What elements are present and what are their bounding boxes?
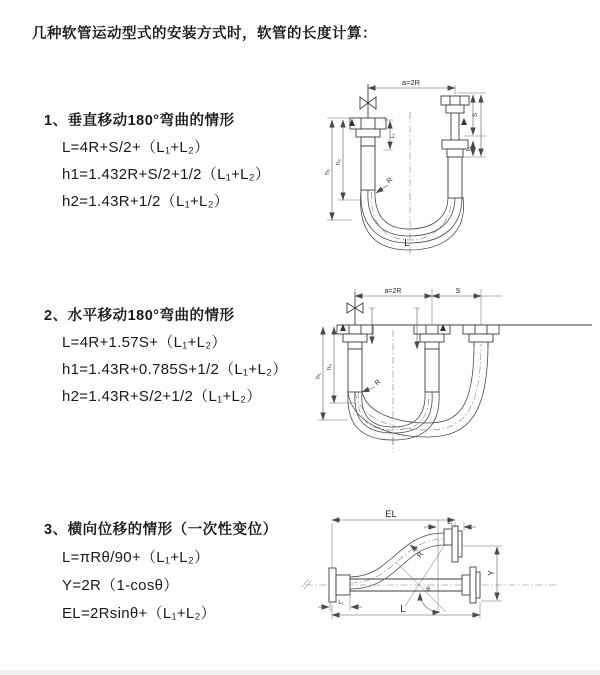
scan-edge	[0, 670, 600, 675]
radius-callout	[376, 177, 394, 193]
page-title: 几种软管运动型式的安装方式时，软管的长度计算：	[32, 26, 377, 42]
length-label: L	[400, 604, 406, 615]
construction-lines	[396, 520, 453, 612]
dim-label-stroke: S	[455, 288, 461, 295]
section2-heading: 2、水平移动180°弯曲的情形	[44, 308, 235, 324]
left-hose-fitting	[350, 118, 386, 190]
radius-callout	[362, 379, 382, 392]
radius-label: R	[385, 176, 395, 186]
dim-label-stroke: S	[472, 112, 479, 118]
valve-icon	[360, 84, 376, 118]
formula-line: h1=1.43R+0.785S+1/2（L₁+L₂）	[62, 361, 288, 378]
dim-label-h2: h₂	[326, 363, 333, 371]
section1-heading: 1、垂直移动180°弯曲的情形	[44, 113, 235, 129]
left-flange	[329, 568, 350, 602]
dim-label-y: Y	[487, 570, 496, 576]
dim-label-h2: h₂	[335, 158, 342, 166]
formula-line: Y=2R（1-cosθ）	[62, 577, 179, 594]
displaced-flange	[444, 526, 462, 562]
hose-fitting-middle	[414, 325, 450, 392]
formula-line: EL=2Rsinθ+（L₁+L₂）	[62, 605, 216, 622]
dim-label-fitting-top: L₁	[447, 520, 453, 526]
hose-s-curve	[350, 533, 444, 589]
diagram-horizontal-180-bend	[310, 280, 600, 460]
formula-line: h1=1.432R+S/2+1/2（L₁+L₂）	[62, 166, 271, 183]
formula-line: L=4R+1.57S+（L₁+L₂）	[62, 334, 227, 351]
dim-label-el: EL	[385, 509, 397, 520]
dim-label-fitting-bottom: L₁	[338, 600, 344, 606]
diagram-vertical-180-bend	[310, 70, 600, 265]
angle-callout	[420, 586, 440, 612]
formula-line: h2=1.43R+S/2+1/2（L₁+L₂）	[62, 388, 262, 405]
dim-label-span: a=2R	[384, 288, 402, 295]
angle-label: θ	[426, 586, 430, 593]
formula-line: L=πRθ/90+（L₁+L₂）	[62, 549, 210, 566]
hose-curves	[348, 344, 488, 445]
hose-fitting-right-displaced	[463, 325, 499, 346]
dim-label-fitting-left: L₁	[390, 133, 396, 139]
dim-label-h1: h₁	[324, 169, 331, 175]
diagram-lateral-displacement	[300, 505, 600, 645]
dim-label-fitting-right: L₁	[466, 146, 472, 152]
dim-label-span: a=2R	[401, 78, 421, 87]
dim-label-h1: h₁	[315, 373, 322, 379]
radius-label: R	[416, 551, 426, 560]
formula-line: h2=1.43R+1/2（L₁+L₂）	[62, 193, 230, 210]
section3-heading: 3、横向位移的情形（一次性变位）	[44, 522, 278, 538]
centerlines	[371, 112, 451, 255]
right-hose-fitting	[441, 85, 469, 198]
hose-fitting-left	[337, 325, 373, 392]
centerlines	[355, 330, 481, 452]
radius-label: R	[373, 378, 383, 388]
formula-line: L=4R+S/2+（L₁+L₂）	[62, 139, 210, 156]
length-label: L	[404, 237, 410, 249]
centerline-break-mark	[302, 579, 311, 589]
